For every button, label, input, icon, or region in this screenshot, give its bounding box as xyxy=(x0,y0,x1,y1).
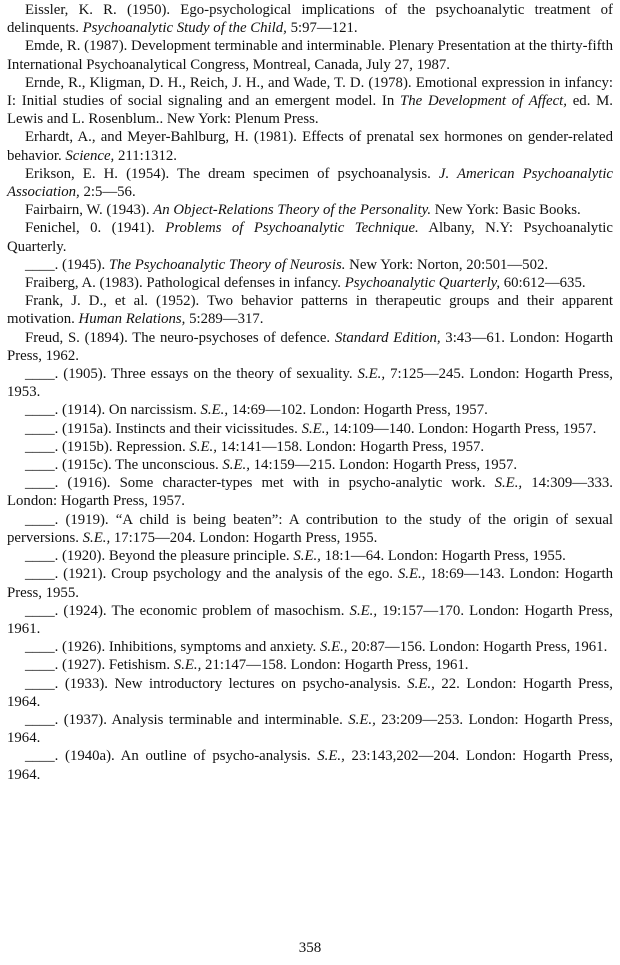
reference-entry xyxy=(7,474,613,510)
reference-text: 5:289—317. xyxy=(185,311,264,328)
reference-entry xyxy=(7,128,613,164)
reference-title-italic: S.E., xyxy=(397,566,426,583)
reference-text: ____. (1916). Some character-types met with in psycho-analytic work. xyxy=(25,475,495,492)
reference-text: ____. (1915c). The unconscious. xyxy=(25,457,223,474)
page-number: 358 xyxy=(298,940,322,956)
reference-text: ____. (1915b). Repression. xyxy=(25,438,190,455)
reference-entry xyxy=(7,329,613,365)
reference-title-italic: J. American Psychoanalytic Association, xyxy=(7,165,613,201)
reference-text: 19:157—170. London: Hogarth Press, 1961. xyxy=(7,602,613,637)
reference-entry xyxy=(7,420,613,438)
reference-text: ____. (1924). The economic problem of masochism. xyxy=(25,602,350,619)
reference-entry xyxy=(7,547,613,565)
reference-title-italic: S.E., xyxy=(357,366,386,383)
reference-title-italic: An Object-Relations Theory of the Personality. xyxy=(153,202,432,219)
reference-text: Eissler, K. R. (1950). Ego-psychological implications of the psychoanalytic treatment of delinquents. xyxy=(7,2,613,37)
reference-text: Freud, S. (1894). The neuro-psychoses of defence. xyxy=(25,329,335,346)
reference-text: 23:143,202—204. London: Hogarth Press, 1964. xyxy=(7,748,613,783)
reference-text: ____. (1919). “A child is being beaten”: A contribution to the study of the origin of sexual perversions. xyxy=(7,511,613,546)
reference-text: ____. (1920). Beyond the pleasure principle. xyxy=(25,548,294,565)
reference-text: New York: Basic Books. xyxy=(431,202,581,219)
reference-text: 22. London: Hogarth Press, 1964. xyxy=(7,675,613,710)
reference-entry xyxy=(7,456,613,474)
reference-text: Erikson, E. H. (1954). The dream specimen of psychoanalysis. xyxy=(25,165,439,182)
reference-title-italic: Science, xyxy=(65,147,115,164)
reference-title-italic: Standard Edition, xyxy=(334,329,441,346)
reference-text: 18:1—64. London: Hogarth Press, 1955. xyxy=(320,548,566,565)
reference-title-italic: S.E., xyxy=(200,402,229,419)
reference-text: ____. (1921). Croup psychology and the analysis of the ego. xyxy=(25,566,398,583)
reference-entry xyxy=(7,656,613,674)
reference-list xyxy=(7,1,613,784)
reference-text: 23:209—253. London: Hogarth Press, 1964. xyxy=(7,711,613,747)
reference-entry xyxy=(7,274,613,292)
reference-title-italic: S.E., xyxy=(317,748,345,765)
reference-text: 60:612—635. xyxy=(500,275,586,292)
reference-text: ____. (1927). Fetishism. xyxy=(25,657,174,674)
reference-entry xyxy=(7,401,613,419)
reference-text: 7:125—245. London: Hogarth Press, 1953. xyxy=(7,366,614,401)
reference-text: 14:109—140. London: Hogarth Press, 1957. xyxy=(329,420,597,437)
reference-text: Fenichel, 0. (1941). xyxy=(25,220,166,237)
reference-title-italic: S.E., xyxy=(82,529,111,546)
reference-text: 14:141—158. London: Hogarth Press, 1957. xyxy=(216,438,485,455)
reference-entry xyxy=(7,438,613,456)
reference-text: 3:43—61. London: Hogarth Press, 1962. xyxy=(7,329,613,364)
reference-text: Frank, J. D., et al. (1952). Two behavior patterns in therapeutic groups and their apparent motivation. xyxy=(7,293,613,328)
reference-text: ____. (1945). xyxy=(25,256,109,273)
reference-title-italic: S.E., xyxy=(222,457,250,474)
reference-text: Ernde, R., Kligman, D. H., Reich, J. H., and Wade, T. D. (1978). Emotional expression in infancy: I: Initial studies of social signaling and an emergent model. In xyxy=(7,74,613,110)
reference-title-italic: S.E., xyxy=(407,675,435,692)
reference-text: Erhardt, A., and Meyer-Bahlburg, H. (1981). Effects of prenatal sex hormones on gender-related behavior. xyxy=(7,129,613,164)
reference-text: Albany, N.Y: Psychoanalytic Quarterly. xyxy=(7,220,613,255)
reference-entry xyxy=(7,37,613,73)
reference-entry xyxy=(7,292,613,328)
reference-entry xyxy=(7,165,613,201)
reference-entry xyxy=(7,602,613,638)
reference-entry xyxy=(7,74,613,129)
reference-entry xyxy=(7,365,613,401)
reference-text: 2:5—56. xyxy=(79,184,136,201)
reference-text: ____. (1940a). An outline of psycho-analysis. xyxy=(25,748,318,765)
reference-entry xyxy=(7,201,613,219)
reference-text: Fairbairn, W. (1943). xyxy=(25,202,154,219)
reference-title-italic: Problems of Psychoanalytic Technique. xyxy=(165,220,419,237)
reference-text: Fraiberg, A. (1983). Pathological defenses in infancy. xyxy=(25,275,345,292)
reference-entry xyxy=(7,675,613,711)
reference-text: 21:147—158. London: Hogarth Press, 1961. xyxy=(201,657,469,674)
reference-title-italic: S.E., xyxy=(293,548,321,565)
reference-title-italic: Psychoanalytic Quarterly, xyxy=(344,275,501,292)
reference-text: ____. (1937). Analysis terminable and interminable. xyxy=(25,711,349,728)
reference-text: New York: Norton, 20:501—502. xyxy=(345,256,549,273)
reference-text: ____. (1914). On narcissism. xyxy=(25,402,201,419)
reference-entry xyxy=(7,511,613,547)
reference-title-italic: S.E., xyxy=(348,711,376,728)
reference-text: ____. (1933). New introductory lectures on psycho-analysis. xyxy=(25,675,408,692)
reference-title-italic: S.E., xyxy=(301,420,330,437)
reference-title-italic: S.E., xyxy=(189,438,217,455)
reference-title-italic: S.E., xyxy=(349,602,378,619)
reference-title-italic: The Psychoanalytic Theory of Neurosis. xyxy=(108,256,346,273)
reference-title-italic: S.E., xyxy=(319,639,348,656)
reference-entry xyxy=(7,219,613,255)
reference-text: 20:87—156. London: Hogarth Press, 1961. xyxy=(347,639,608,656)
reference-text: 14:309—333. London: Hogarth Press, 1957. xyxy=(7,475,613,510)
reference-text: ____. (1926). Inhibitions, symptoms and anxiety. xyxy=(25,639,320,656)
reference-title-italic: The Development of Affect, xyxy=(400,93,567,110)
reference-entry xyxy=(7,1,613,37)
reference-entry xyxy=(7,256,613,274)
reference-text: ed. M. Lewis and L. Rosenblum.. New York: Plenum Press. xyxy=(7,93,613,128)
reference-title-italic: Human Relations, xyxy=(78,311,186,328)
reference-entry xyxy=(7,638,613,656)
reference-text: 14:69—102. London: Hogarth Press, 1957. xyxy=(228,402,488,419)
reference-entry xyxy=(7,565,613,601)
reference-text: 17:175—204. London: Hogarth Press, 1955. xyxy=(110,529,378,546)
reference-entry xyxy=(7,747,613,783)
reference-text: ____. (1915a). Instincts and their vicissitudes. xyxy=(25,420,302,437)
reference-title-italic: S.E., xyxy=(494,475,523,492)
reference-text: 211:1312. xyxy=(114,147,177,164)
reference-entry xyxy=(7,711,613,747)
reference-text: ____. (1905). Three essays on the theory of sexuality. xyxy=(25,366,358,383)
reference-title-italic: S.E., xyxy=(173,657,202,674)
reference-title-italic: Psychoanalytic Study of the Child, xyxy=(82,20,287,37)
reference-text: 5:97—121. xyxy=(286,20,358,37)
reference-text: Emde, R. (1987). Development terminable and interminable. Plenary Presentation at the thirty-fifth International Psychoanalytical Congress, Montreal, Canada, July 27, 1987. xyxy=(7,38,614,73)
reference-text: 14:159—215. London: Hogarth Press, 1957. xyxy=(249,457,518,474)
reference-text: 18:69—143. London: Hogarth Press, 1955. xyxy=(7,566,613,601)
